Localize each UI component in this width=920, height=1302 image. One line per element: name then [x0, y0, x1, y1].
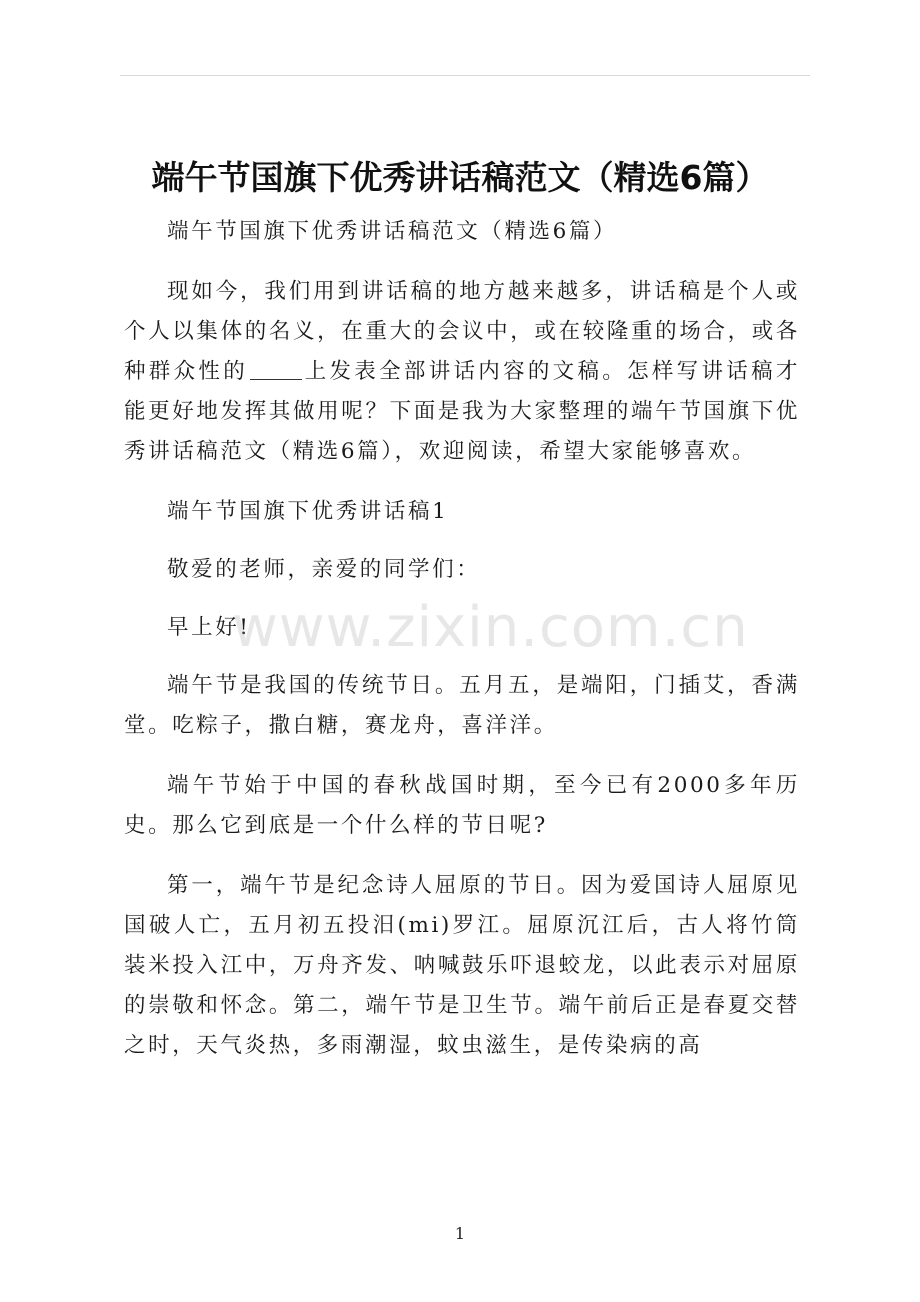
- section-heading: 端午节国旗下优秀讲话稿1: [167, 499, 449, 524]
- greeting: 早上好!: [167, 615, 251, 640]
- page-number: 1: [454, 1224, 466, 1243]
- intro-paragraph: [124, 272, 800, 472]
- header-divider: [120, 75, 810, 76]
- intro-text-after-blank: 上发表全部讲话内容的文稿。怎样写讲话稿才能更好地发挥其做用呢？下面是我为大家整理的端午节国旗下优秀讲话稿范文（精选6篇），欢迎阅读，希望大家能够喜欢。: [124, 359, 800, 464]
- fill-in-blank: [250, 357, 302, 380]
- salutation: 敬爱的老师，亲爱的同学们：: [167, 557, 481, 582]
- watermark: www.zixin.com.cn: [232, 595, 749, 660]
- body-paragraph: 端午节始于中国的春秋战国时期，至今已有2000多年历史。那么它到底是一个什么样的节日呢?: [124, 773, 800, 838]
- document-body: [124, 212, 800, 1066]
- body-paragraph: 第一，端午节是纪念诗人屈原的节日。因为爱国诗人屈原见国破人亡，五月初五投汨(mi)罗江。屈原沉江后，古人将竹筒装米投入江中，万舟齐发、呐喊鼓乐吓退蛟龙，以此表示对屈原的崇敬和怀念。第二，端午节是卫生节。端午前后正是春夏交替之时，天气炎热，多雨潮湿，蚊虫滋生，是传染病的高: [124, 873, 800, 1058]
- page-title: 端午节国旗下优秀讲话稿范文（精选6篇）: [151, 158, 769, 197]
- subtitle: 端午节国旗下优秀讲话稿范文（精选6篇）: [167, 219, 618, 244]
- intro-text-before-blank: 现如今，我们用到讲话稿的地方越来越多，讲话稿是个人或个人以集体的名义，在重大的会议中，或在较隆重的场合，或各种群众性的: [124, 279, 800, 384]
- body-paragraph: 端午节是我国的传统节日。五月五，是端阳，门插艾，香满堂。吃粽子，撒白糖，赛龙舟，喜洋洋。: [124, 673, 800, 738]
